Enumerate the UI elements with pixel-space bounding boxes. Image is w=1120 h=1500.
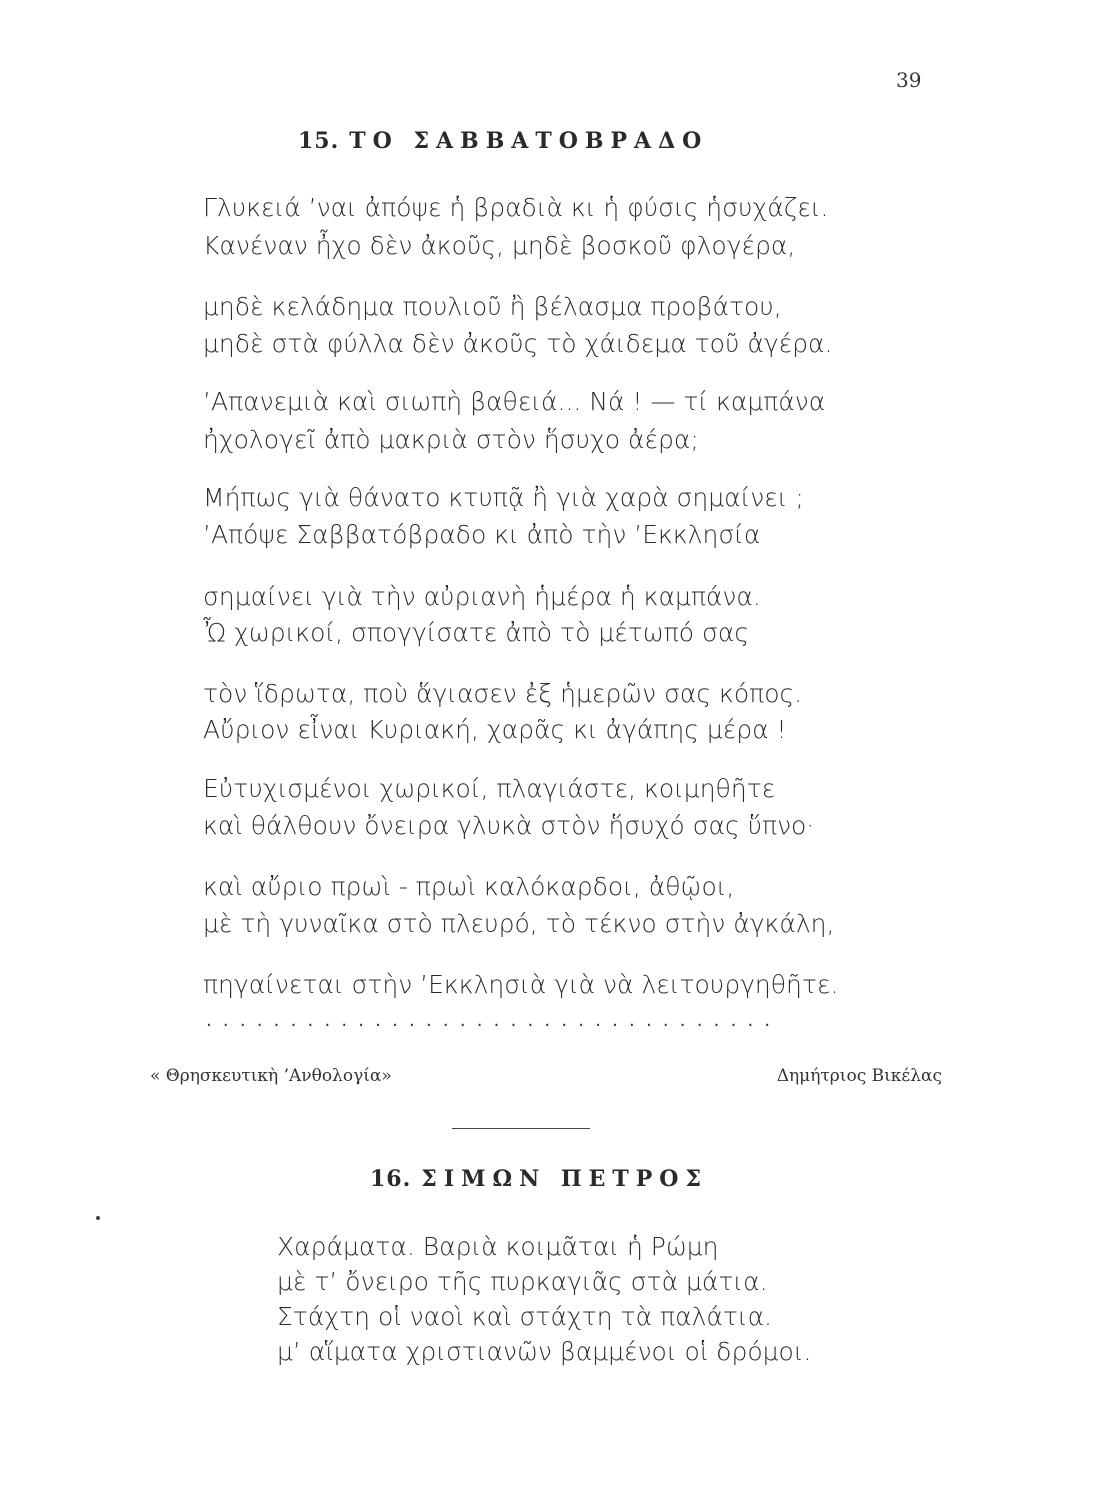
poem-line: Στάχτη οἱ ναοὶ καὶ στάχτη τὰ παλάτια. bbox=[277, 1302, 772, 1331]
poem-line: ’Απόψε Σαββατόβραδο κι ἀπὸ τὴν ’Εκκλησία bbox=[203, 520, 761, 549]
poem-number-2: 16. bbox=[370, 1166, 412, 1192]
author-name: Δημήτριος Βικέλας bbox=[776, 1066, 942, 1086]
poem-title-1 bbox=[298, 128, 708, 154]
poem-line: μηδὲ κελάδημα πουλιοῦ ἢ βέλασμα προβάτου, bbox=[203, 292, 782, 321]
poem-line: καὶ αὔριο πρωὶ - πρωὶ καλόκαρδοι, ἀθῷοι, bbox=[203, 872, 735, 901]
poem-line: μὲ τ’ ὄνειρο τῆς πυρκαγιᾶς στὰ μάτια. bbox=[277, 1267, 768, 1296]
poem-line: πηγαίνεται στὴν ’Εκκλησιὰ γιὰ νὰ λειτουργηθῆτε. bbox=[203, 970, 839, 999]
poem-number-1: 15. bbox=[298, 128, 340, 154]
poem-line: μηδὲ στὰ φύλλα δὲν ἀκοῦς τὸ χάιδεμα τοῦ ἀγέρα. bbox=[203, 329, 833, 358]
poem-line: σημαίνει γιὰ τὴν αὐριανὴ ἡμέρα ἡ καμπάνα. bbox=[203, 582, 761, 611]
poem-line: Αὔριον εἶναι Κυριακή, χαρᾶς κι ἀγάπης μέρα ! bbox=[203, 715, 787, 744]
poem-title-text-1: ΤΟ ΣΑΒΒΑΤΟΒΡΑΔΟ bbox=[349, 128, 709, 154]
source-citation: « Θρησκευτικὴ ’Ανθολογία» bbox=[150, 1066, 392, 1086]
poem-title-2 bbox=[370, 1166, 708, 1192]
poem-line: καὶ θάλθουν ὄνειρα γλυκὰ στὸν ἥσυχό σας ὕπνο· bbox=[203, 811, 815, 840]
poem-line: ’Απανεμιὰ καὶ σιωπὴ βαθειά... Νά ! — τί καμπάνα bbox=[203, 387, 826, 416]
poem-line: μ’ αἵματα χριστιανῶν βαμμένοι οἱ δρόμοι. bbox=[277, 1337, 812, 1366]
margin-mark bbox=[96, 1216, 100, 1220]
ellipsis-dots: .................................. bbox=[206, 1010, 782, 1031]
poem-line: Μήπως γιὰ θάνατο κτυπᾷ ἢ γιὰ χαρὰ σημαίνει ; bbox=[203, 483, 804, 512]
poem-line: ἠχολογεῖ ἀπὸ μακριὰ στὸν ἥσυχο ἀέρα; bbox=[203, 425, 699, 454]
section-divider bbox=[452, 1128, 590, 1129]
poem-line: μὲ τὴ γυναῖκα στὸ πλευρό, τὸ τέκνο στὴν ἀγκάλη, bbox=[203, 909, 835, 938]
poem-line: Κανέναν ἦχο δὲν ἀκοῦς, μηδὲ βοσκοῦ φλογέρα, bbox=[203, 231, 796, 260]
poem-line: τὸν ἵδρωτα, ποὺ ἅγιασεν ἐξ ἡμερῶν σας κόπος. bbox=[203, 679, 803, 708]
poem-line: Εὐτυχισμένοι χωρικοί, πλαγιάστε, κοιμηθῆτε bbox=[203, 774, 776, 803]
page-number: 39 bbox=[896, 68, 922, 92]
poem-line: Χαράματα. Βαριὰ κοιμᾶται ἡ Ρώμη bbox=[277, 1232, 719, 1261]
poem-line: Ὦ χωρικοί, σπογγίσατε ἀπὸ τὸ μέτωπό σας bbox=[203, 618, 750, 647]
poem-line: Γλυκειά ’ναι ἀπόψε ἡ βραδιὰ κι ἡ φύσις ἡσυχάζει. bbox=[203, 193, 829, 222]
poem-title-text-2: ΣΙΜΩΝ ΠΕΤΡΟΣ bbox=[421, 1166, 709, 1192]
